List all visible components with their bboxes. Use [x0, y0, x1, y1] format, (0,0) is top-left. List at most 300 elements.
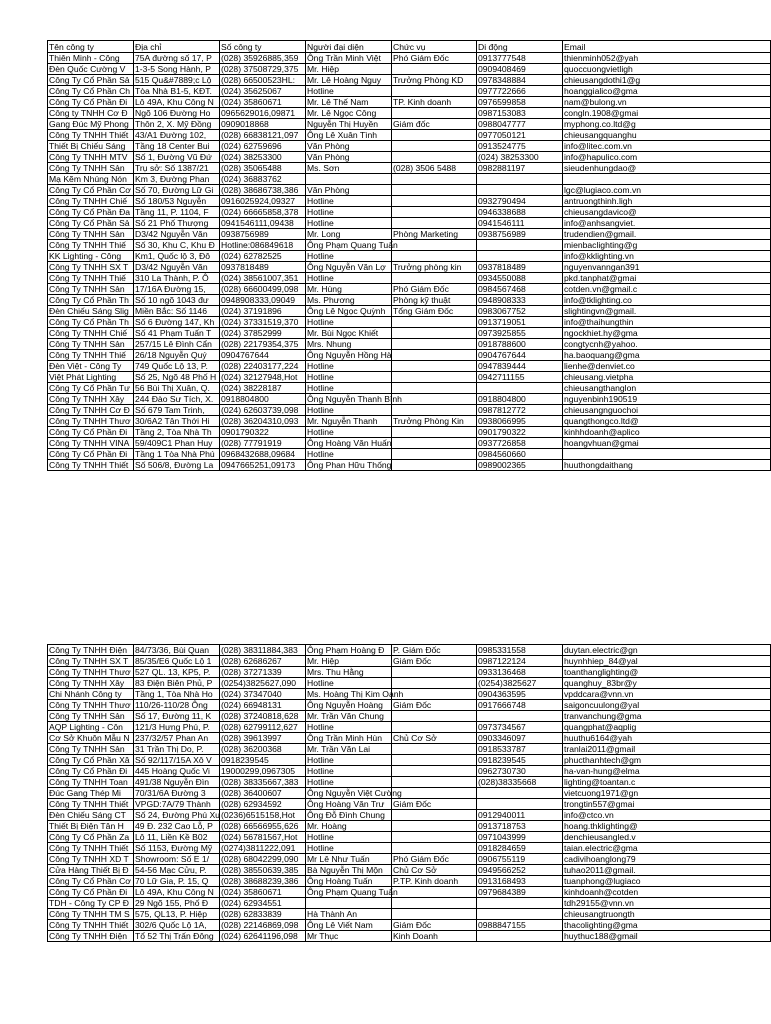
- mobile-cell: 0918804800: [477, 394, 563, 405]
- email-cell: info@litec.com.vn: [563, 141, 771, 152]
- phone-cell: (028) 38686738,386: [220, 185, 306, 196]
- representative-cell: Ông Đỗ Đình Chung: [306, 810, 392, 821]
- phone-cell: (0236)6515158,Hot: [220, 810, 306, 821]
- phone-cell: Số công ty: [220, 41, 306, 53]
- phone-cell: (028) 62934592: [220, 799, 306, 810]
- company-cell: Công Ty Cổ Phần Đi: [48, 449, 134, 460]
- mobile-cell: 0962730730: [477, 766, 563, 777]
- address-cell: 575, QL13, P. Hiệp: [134, 909, 220, 920]
- position-cell: [392, 405, 477, 416]
- company-cell: Công Ty Cổ Phần Tư: [48, 383, 134, 394]
- phone-cell: (024) 35860671: [220, 887, 306, 898]
- email-cell: Email: [563, 41, 771, 53]
- email-cell: lienhe@denviet.co: [563, 361, 771, 372]
- company-cell: TDH - Công Ty CP Đ: [48, 898, 134, 909]
- company-cell: Công Ty TNHH Sản: [48, 744, 134, 755]
- mobile-cell: 0913777548: [477, 53, 563, 64]
- company-cell: Công Ty TNHH Thiế: [48, 350, 134, 361]
- table-row: [48, 196, 771, 207]
- representative-cell: [306, 898, 392, 909]
- address-cell: 83 Điện Biên Phủ, P: [134, 678, 220, 689]
- phone-cell: (028) 62799112,627: [220, 722, 306, 733]
- email-cell: tuanphong@lugiaco: [563, 876, 771, 887]
- table-row: [48, 777, 771, 788]
- phone-cell: 0941546111,09438: [220, 218, 306, 229]
- email-cell: tranvanchung@gma: [563, 711, 771, 722]
- representative-cell: Mr. Trần Văn Lai: [306, 744, 392, 755]
- table-row: [48, 887, 771, 898]
- email-cell: quangphat@aqplig: [563, 722, 771, 733]
- email-cell: phucthanhtech@gm: [563, 755, 771, 766]
- phone-cell: (028) 38550639,385: [220, 865, 306, 876]
- position-cell: [392, 810, 477, 821]
- company-cell: Công Ty Cổ Phần Za: [48, 832, 134, 843]
- position-cell: Giám Đốc: [392, 920, 477, 931]
- address-cell: Tầng 18 Center Bui: [134, 141, 220, 152]
- address-cell: 515 Qu&#7889;c Lộ: [134, 75, 220, 86]
- representative-cell: Văn Phòng: [306, 185, 392, 196]
- table-row: [48, 75, 771, 86]
- email-cell: thienminh052@yah: [563, 53, 771, 64]
- position-cell: [392, 427, 477, 438]
- mobile-cell: 0933136468: [477, 667, 563, 678]
- position-cell: P.TP. Kinh doanh: [392, 876, 477, 887]
- representative-cell: Ông Trần Minh Việt: [306, 53, 392, 64]
- phone-cell: (028) 38311884,383: [220, 645, 306, 656]
- address-cell: 1-3-5 Song Hành, P: [134, 64, 220, 75]
- company-cell: Mạ Kẽm Nhúng Nón: [48, 174, 134, 185]
- address-cell: Tầng 1, Tòa Nhà Ho: [134, 689, 220, 700]
- phone-cell: (028) 62686267: [220, 656, 306, 667]
- address-cell: 244 Đào Sư Tích, X.: [134, 394, 220, 405]
- mobile-cell: 0913718753: [477, 821, 563, 832]
- table-row: [48, 722, 771, 733]
- address-cell: Địa chỉ: [134, 41, 220, 53]
- position-cell: [392, 152, 477, 163]
- representative-cell: Mr. Hiệp: [306, 64, 392, 75]
- mobile-cell: 0949566252: [477, 865, 563, 876]
- mobile-cell: 0973925855: [477, 328, 563, 339]
- company-cell: Công Ty TNHH Sản: [48, 163, 134, 174]
- phone-cell: (024) 36883762: [220, 174, 306, 185]
- address-cell: Km 3, Đường Phan: [134, 174, 220, 185]
- representative-cell: [306, 174, 392, 185]
- address-cell: 84/73/36, Bùi Quan: [134, 645, 220, 656]
- mobile-cell: 0913168493: [477, 876, 563, 887]
- address-cell: Thôn 2, X. Mỹ Đồng: [134, 119, 220, 130]
- email-cell: congtycnh@yahoo.: [563, 339, 771, 350]
- company-cell: Công Ty TNHH Thươ: [48, 700, 134, 711]
- mobile-cell: 0941546111: [477, 218, 563, 229]
- email-cell: thacolighting@gma: [563, 920, 771, 931]
- table-row: [48, 843, 771, 854]
- mobile-cell: 0913524775: [477, 141, 563, 152]
- address-cell: 70/31/6A Đường 3: [134, 788, 220, 799]
- mobile-cell: 0918533787: [477, 744, 563, 755]
- address-cell: 85/35/E6 Quốc Lộ 1: [134, 656, 220, 667]
- representative-cell: Ông Lê Xuân Tình: [306, 130, 392, 141]
- position-cell: Chủ Cơ Sở: [392, 733, 477, 744]
- company-cell: Công Ty TNHH Thiết: [48, 460, 134, 471]
- email-cell: chieusangquanghu: [563, 130, 771, 141]
- address-cell: Km1, Quốc lộ 3, Đô: [134, 251, 220, 262]
- mobile-cell: [477, 909, 563, 920]
- representative-cell: Ông Nguyễn Thanh Bình: [307, 394, 402, 404]
- company-cell: Công Ty TNHH TM S: [48, 909, 134, 920]
- phone-cell: 0938756989: [220, 229, 306, 240]
- address-cell: 31 Trần Thị Do, P.: [134, 744, 220, 755]
- email-cell: duytan.electric@gn: [563, 645, 771, 656]
- phone-cell: (024) 66665858,378: [220, 207, 306, 218]
- company-cell: Tên công ty: [48, 41, 134, 53]
- representative-cell: Mr. Trần Văn Chung: [306, 711, 392, 722]
- company-cell: Đèn Việt - Công Ty: [48, 361, 134, 372]
- email-cell: huynhhiep_84@yal: [563, 656, 771, 667]
- address-cell: 54-56 Mạc Cửu, P.: [134, 865, 220, 876]
- position-cell: Chủ Cơ Sở: [392, 865, 477, 876]
- address-cell: 749 Quốc Lộ 13, P.: [134, 361, 220, 372]
- table-row: [48, 909, 771, 920]
- mobile-cell: 0938066995: [477, 416, 563, 427]
- mobile-cell: [477, 931, 563, 942]
- table-row: [48, 361, 771, 372]
- company-cell: Công Ty Cổ Phần Đi: [48, 427, 134, 438]
- company-cell: Công ty TNHH Cơ Đ: [48, 108, 134, 119]
- email-cell: ha.baoquang@gma: [563, 350, 771, 361]
- email-cell: hoang.thklighting@: [563, 821, 771, 832]
- email-cell: antruongthinh.ligh: [563, 196, 771, 207]
- email-cell: sieudenhungdao@: [563, 163, 771, 174]
- phone-cell: 0916025924,09327: [220, 196, 306, 207]
- position-cell: [392, 438, 477, 449]
- representative-cell: Ông Phan Hữu Thống: [307, 460, 392, 470]
- email-cell: chieusangdavico@: [563, 207, 771, 218]
- phone-cell: (028) 66500523HL:: [220, 75, 306, 86]
- company-cell: Công Ty Cổ Phần Sả: [48, 218, 134, 229]
- email-cell: nguyenvanngan391: [563, 262, 771, 273]
- email-cell: quanghuy_83br@y: [563, 678, 771, 689]
- table-row: [48, 152, 771, 163]
- representative-cell: Văn Phòng: [306, 141, 392, 152]
- representative-cell: Nguyễn Thị Huyền: [306, 119, 392, 130]
- mobile-cell: (0254)3825627: [477, 678, 563, 689]
- email-cell: [563, 449, 771, 460]
- mobile-cell: 0937726858: [477, 438, 563, 449]
- company-cell: Công Ty TNHH SX T: [48, 262, 134, 273]
- email-cell: cadivihoanglong79: [563, 854, 771, 865]
- mobile-cell: 0988847155: [477, 920, 563, 931]
- company-cell: Công Ty Cổ Phần Ch: [48, 86, 134, 97]
- mobile-cell: 0984567468: [477, 284, 563, 295]
- mobile-cell: 0946338688: [477, 207, 563, 218]
- phone-cell: (028) 22403177,224: [220, 361, 306, 372]
- mobile-cell: 0973734567: [477, 722, 563, 733]
- phone-cell: (024) 56781567,Hot: [220, 832, 306, 843]
- table-row: [48, 766, 771, 777]
- mobile-cell: [477, 799, 563, 810]
- representative-cell: Mrs. Nhung: [306, 339, 392, 350]
- company-cell: Cửa Hàng Thiết Bị Đ: [48, 865, 134, 876]
- company-cell: Thiết Bị Chiếu Sáng: [48, 141, 134, 152]
- company-cell: Công Ty TNHH Thiết: [48, 799, 134, 810]
- email-cell: huuthu6164@yah: [563, 733, 771, 744]
- position-cell: Giám Đốc: [392, 799, 477, 810]
- representative-cell: Ông Nguyễn Hồng Hà: [307, 350, 392, 360]
- email-cell: slightingvn@gmail.: [563, 306, 771, 317]
- position-cell: [392, 821, 477, 832]
- representative-cell: Mr. Long: [306, 229, 392, 240]
- address-cell: Ngõ 106 Đường Ho: [134, 108, 220, 119]
- email-cell: ngockhiet.hy@gma: [563, 328, 771, 339]
- company-cell: Công Ty TNHH SX T: [48, 656, 134, 667]
- position-cell: [392, 843, 477, 854]
- phone-cell: 19000299,0967305: [220, 766, 306, 777]
- table-row: [48, 317, 771, 328]
- email-cell: myphong.co.ltd@g: [563, 119, 771, 130]
- email-cell: chieusangtruongth: [563, 909, 771, 920]
- phone-cell: (028) 36400607: [220, 788, 306, 799]
- position-cell: [392, 788, 477, 799]
- position-cell: Trưởng phòng kin: [392, 262, 477, 273]
- representative-cell: Ông Phạm Quang Tuấn: [307, 887, 398, 897]
- company-cell: Công Ty TNHH MTV: [48, 152, 134, 163]
- position-cell: [392, 832, 477, 843]
- address-cell: Số 30, Khu C, Khu Đ: [134, 240, 220, 251]
- position-cell: [392, 898, 477, 909]
- phone-cell: (028) 35926885,359: [220, 53, 306, 64]
- email-cell: trudendien@gmail.: [563, 229, 771, 240]
- phone-cell: (028) 38335667,383: [220, 777, 306, 788]
- company-cell: Công Ty Cổ Phần Cơ: [48, 185, 134, 196]
- position-cell: Trưởng Phòng KD: [392, 75, 477, 86]
- position-cell: [392, 909, 477, 920]
- email-cell: chieusangthanglon: [563, 383, 771, 394]
- company-cell: Gang Đúc Mỹ Phong: [48, 119, 134, 130]
- position-cell: [392, 108, 477, 119]
- position-cell: [392, 777, 477, 788]
- phone-cell: 0918239545: [220, 755, 306, 766]
- mobile-cell: 0904363595: [477, 689, 563, 700]
- email-cell: chieusangdothi1@g: [563, 75, 771, 86]
- mobile-cell: 0947839444: [477, 361, 563, 372]
- representative-cell: Ông Trần Minh Hùn: [306, 733, 392, 744]
- position-cell: [392, 394, 477, 405]
- email-cell: taian.electric@gma: [563, 843, 771, 854]
- representative-cell: Mr. Lê Thế Nam: [306, 97, 392, 108]
- mobile-cell: 0978348884: [477, 75, 563, 86]
- table-row: [48, 339, 771, 350]
- mobile-cell: 0987122124: [477, 656, 563, 667]
- address-cell: Lô 49A, Khu Công N: [134, 97, 220, 108]
- phone-cell: (028) 39613997: [220, 733, 306, 744]
- position-cell: [392, 328, 477, 339]
- phone-cell: (024) 37331519,370: [220, 317, 306, 328]
- table-row: [48, 350, 771, 361]
- email-cell: nguyenbinh190519: [563, 394, 771, 405]
- mobile-cell: Di động: [477, 41, 563, 53]
- company-cell: KK Lighting - Công: [48, 251, 134, 262]
- address-cell: 17/16A Đường 15,: [134, 284, 220, 295]
- email-cell: tranlai2011@gmail: [563, 744, 771, 755]
- address-cell: Số 24, Đường Phú Xu: [135, 810, 220, 820]
- company-cell: Cơ Sở Khuôn Mẫu N: [48, 733, 134, 744]
- mobile-cell: 0987812772: [477, 405, 563, 416]
- representative-cell: Ông Nguyễn Hoàng: [306, 700, 392, 711]
- company-cell: Đèn Quốc Cường V: [48, 64, 134, 75]
- phone-cell: (024) 62782525: [220, 251, 306, 262]
- phone-cell: (024) 38228187: [220, 383, 306, 394]
- position-cell: [392, 207, 477, 218]
- address-cell: Số 506/8, Đường La: [134, 460, 220, 471]
- address-cell: Số 1, Đường Vũ Đứ: [134, 152, 220, 163]
- email-cell: tuhao2011@gmail.: [563, 865, 771, 876]
- table-row: [48, 898, 771, 909]
- position-cell: [392, 196, 477, 207]
- table-row: [48, 460, 771, 471]
- representative-cell: Hotline: [306, 678, 392, 689]
- mobile-cell: 0982881197: [477, 163, 563, 174]
- table-row: [48, 97, 771, 108]
- phone-cell: (028) 66600499,098: [220, 284, 306, 295]
- position-cell: [392, 755, 477, 766]
- phone-cell: (024) 35625067: [220, 86, 306, 97]
- table-row: [48, 163, 771, 174]
- representative-cell: Mr. Hoàng: [306, 821, 392, 832]
- table-row: [48, 284, 771, 295]
- table-row: [48, 207, 771, 218]
- header-row: [48, 41, 771, 53]
- position-cell: [392, 141, 477, 152]
- address-cell: Miền Bắc: Số 1146: [134, 306, 220, 317]
- table-row: [48, 416, 771, 427]
- email-cell: info@hapulico.com: [563, 152, 771, 163]
- company-cell: Công Ty TNHH Xây: [48, 678, 134, 689]
- mobile-cell: 0901790322: [477, 427, 563, 438]
- mobile-cell: 0977722666: [477, 86, 563, 97]
- mobile-cell: 0977050121: [477, 130, 563, 141]
- email-cell: quangthongco.ltd@: [563, 416, 771, 427]
- email-cell: info@anhsangviet.: [563, 218, 771, 229]
- company-cell: Công Ty TNHH Toan: [48, 777, 134, 788]
- position-cell: [392, 317, 477, 328]
- mobile-cell: [477, 788, 563, 799]
- position-cell: [392, 887, 477, 898]
- company-cell: Chi Nhánh Công ty: [48, 689, 134, 700]
- company-cell: Công Ty TNHH Chiế: [48, 328, 134, 339]
- address-cell: 56 Bùi Thị Xuân, Q.: [134, 383, 220, 394]
- position-cell: [392, 174, 477, 185]
- address-cell: Số 41 Phạm Tuấn T: [134, 328, 220, 339]
- email-cell: info@ctco.vn: [563, 810, 771, 821]
- company-cell: Công Ty TNHH Thiế: [48, 273, 134, 284]
- mobile-cell: 0984560660: [477, 449, 563, 460]
- email-cell: kinhhdoanh@aplico: [563, 427, 771, 438]
- address-cell: 26/18 Nguyễn Quý: [134, 350, 220, 361]
- representative-cell: Hotline: [306, 832, 392, 843]
- email-cell: huythuc188@gmail: [563, 931, 771, 942]
- table-row: [48, 174, 771, 185]
- mobile-cell: [477, 898, 563, 909]
- position-cell: [392, 744, 477, 755]
- address-cell: 29 Ngõ 155, Phố Đ: [134, 898, 220, 909]
- phone-cell: 0947665251,09173: [220, 460, 306, 471]
- company-cell: AQP Lighting - Côn: [48, 722, 134, 733]
- address-cell: 445 Hoàng Quốc Vi: [134, 766, 220, 777]
- position-cell: [392, 383, 477, 394]
- email-cell: info@thaihungthin: [563, 317, 771, 328]
- address-cell: VPGD:7A/79 Thành: [134, 799, 220, 810]
- phone-cell: 0918804800: [220, 394, 306, 405]
- table-row: [48, 799, 771, 810]
- table-row: [48, 733, 771, 744]
- representative-cell: Mr. Nguyễn Thanh: [306, 416, 392, 427]
- table-row: [48, 218, 771, 229]
- position-cell: [392, 218, 477, 229]
- email-cell: hoanggialico@gma: [563, 86, 771, 97]
- table-row: [48, 865, 771, 876]
- phone-cell: (028) 36204310,093: [220, 416, 306, 427]
- table-row: [48, 372, 771, 383]
- position-cell: [392, 86, 477, 97]
- company-cell: Công Ty TNHH Điện: [48, 931, 134, 942]
- phone-cell: (028) 35065488: [220, 163, 306, 174]
- address-cell: Tòa Nhà B1-5, KĐT.: [134, 86, 220, 97]
- address-cell: 59/409C1 Phan Huy: [134, 438, 220, 449]
- mobile-cell: 0985331558: [477, 645, 563, 656]
- email-cell: toanthanglighting@: [563, 667, 771, 678]
- representative-cell: Hotline: [306, 766, 392, 777]
- email-cell: mienbaclighting@g: [563, 240, 771, 251]
- representative-cell: Hotline: [306, 361, 392, 372]
- address-cell: 70 Lữ Gia, P. 15, Q: [134, 876, 220, 887]
- address-cell: Lô 49A, Khu Công N: [134, 887, 220, 898]
- mobile-cell: (024) 38253300: [477, 152, 563, 163]
- representative-cell: Hotline: [306, 755, 392, 766]
- company-cell: Công Ty Cổ Phần Sả: [48, 75, 134, 86]
- company-cell: Công Ty TNHH XD T: [48, 854, 134, 865]
- phone-cell: 0948908333,09049: [220, 295, 306, 306]
- representative-cell: Ms. Sơn: [306, 163, 392, 174]
- mobile-cell: 0942711155: [477, 372, 563, 383]
- email-cell: chieusangnguochoi: [563, 405, 771, 416]
- address-cell: Tầng 11, P. 1104, F: [134, 207, 220, 218]
- address-cell: Số 21 Phố Thượng: [134, 218, 220, 229]
- phone-cell: (024) 37191896: [220, 306, 306, 317]
- company-cell: Công Ty TNHH Sản: [48, 284, 134, 295]
- position-cell: [392, 722, 477, 733]
- company-cell: Đèn Chiếu Sáng CT: [48, 810, 134, 821]
- phone-cell: (028) 62833839: [220, 909, 306, 920]
- position-cell: Kinh Doanh: [392, 931, 477, 942]
- table-row: [48, 656, 771, 667]
- address-cell: 310 La Thành, P. Ô: [134, 273, 220, 284]
- company-cell: Công Ty TNHH Thiế: [48, 240, 134, 251]
- position-cell: [392, 449, 477, 460]
- email-cell: kinhdoanh@cotden: [563, 887, 771, 898]
- mobile-cell: [477, 711, 563, 722]
- email-cell: congln.1908@gmai: [563, 108, 771, 119]
- mobile-cell: [477, 174, 563, 185]
- representative-cell: Mrs. Thu Hằng: [306, 667, 392, 678]
- representative-cell: Mr Lê Như Tuấn: [306, 854, 392, 865]
- email-cell: pkd.tanphat@gmai: [563, 273, 771, 284]
- representative-cell: Hotline: [306, 218, 392, 229]
- table-row: [48, 141, 771, 152]
- mobile-cell: 0987153083: [477, 108, 563, 119]
- position-cell: TP. Kinh doanh: [392, 97, 477, 108]
- representative-cell: Hotline: [306, 777, 392, 788]
- company-cell: Công Ty Cổ Phần Đi: [48, 887, 134, 898]
